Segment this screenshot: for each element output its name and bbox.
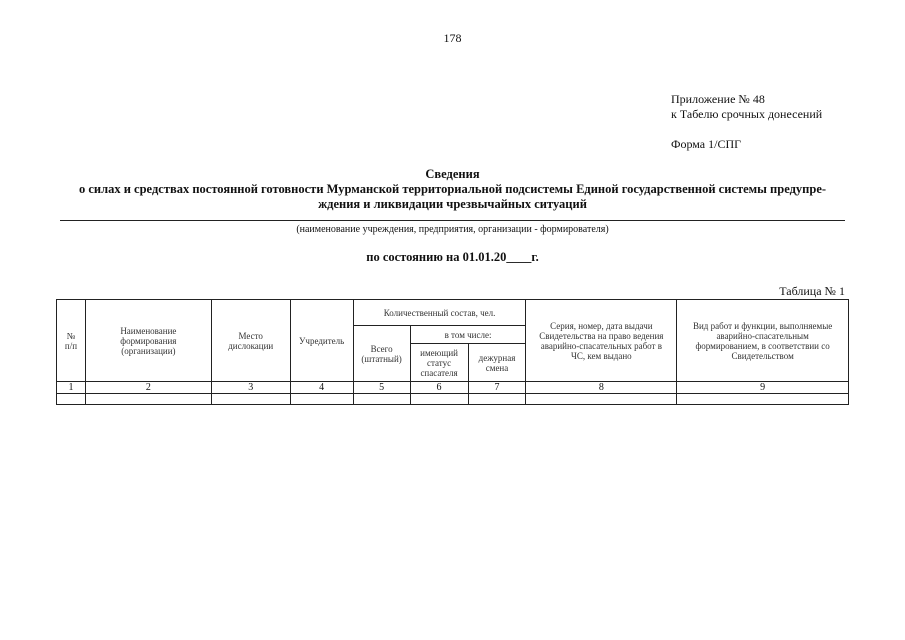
table-cell[interactable]: [410, 394, 468, 405]
header-certificate: Серия, номер, дата выдачи Свидетельства на право ведения аварийно-спасательных работ в ЧС, кем выдано: [526, 300, 677, 382]
header-duty-shift: дежурная смена: [468, 344, 526, 382]
empty-data-row: [57, 394, 849, 405]
page-number: 178: [443, 31, 462, 45]
table-cell[interactable]: [57, 394, 86, 405]
fill-in-caption: (наименование учреждения, предприятия, организации - формирователя): [296, 224, 609, 235]
table-label: Таблица № 1: [779, 284, 845, 298]
header-total: Всего (штатный): [353, 326, 410, 382]
fill-in-line: [60, 220, 845, 221]
appendix-reference: [671, 92, 822, 122]
form-code: Форма 1/СПГ: [671, 137, 742, 151]
column-number: 2: [85, 382, 211, 394]
title-line-3: ждения и ликвидации чрезвычайных ситуаций: [318, 197, 587, 211]
table-cell[interactable]: [468, 394, 526, 405]
column-number: 3: [211, 382, 290, 394]
header-num: № п/п: [57, 300, 86, 382]
appendix-line-1: Приложение № 48: [671, 92, 765, 106]
column-number: 1: [57, 382, 86, 394]
title-line-2: о силах и средствах постоянной готовности Мурманской территориальной подсистемы Единой государственной системы предупре-: [78, 182, 827, 196]
as-of-date: по состоянию на 01.01.20____г.: [366, 250, 539, 264]
header-quantity: Количественный состав, чел.: [353, 300, 526, 326]
table-cell[interactable]: [290, 394, 353, 405]
header-name: Наименование формирования (организации): [85, 300, 211, 382]
appendix-line-2: к Табелю срочных донесений: [671, 107, 823, 121]
title-line-1: Сведения: [425, 167, 480, 181]
header-rescuer-status: имеющий статус спасателя: [410, 344, 468, 382]
table-cell[interactable]: [526, 394, 677, 405]
table-cell[interactable]: [85, 394, 211, 405]
column-number: 6: [410, 382, 468, 394]
header-founder: Учредитель: [290, 300, 353, 382]
column-number: 7: [468, 382, 526, 394]
document-title: [20, 167, 885, 212]
column-number: 8: [526, 382, 677, 394]
header-including: в том числе:: [410, 326, 526, 344]
table-cell[interactable]: [677, 394, 849, 405]
column-number: 5: [353, 382, 410, 394]
table-cell[interactable]: [353, 394, 410, 405]
table-cell[interactable]: [211, 394, 290, 405]
column-number: 9: [677, 382, 849, 394]
data-table: [56, 299, 849, 405]
column-number: 4: [290, 382, 353, 394]
header-location: Место дислокации: [211, 300, 290, 382]
header-row-1: [57, 300, 849, 326]
column-number-row: [57, 382, 849, 394]
header-work-type: Вид работ и функции, выполняемые аварийно-спасательным формированием, в соответствии со Свидетельством: [677, 300, 849, 382]
